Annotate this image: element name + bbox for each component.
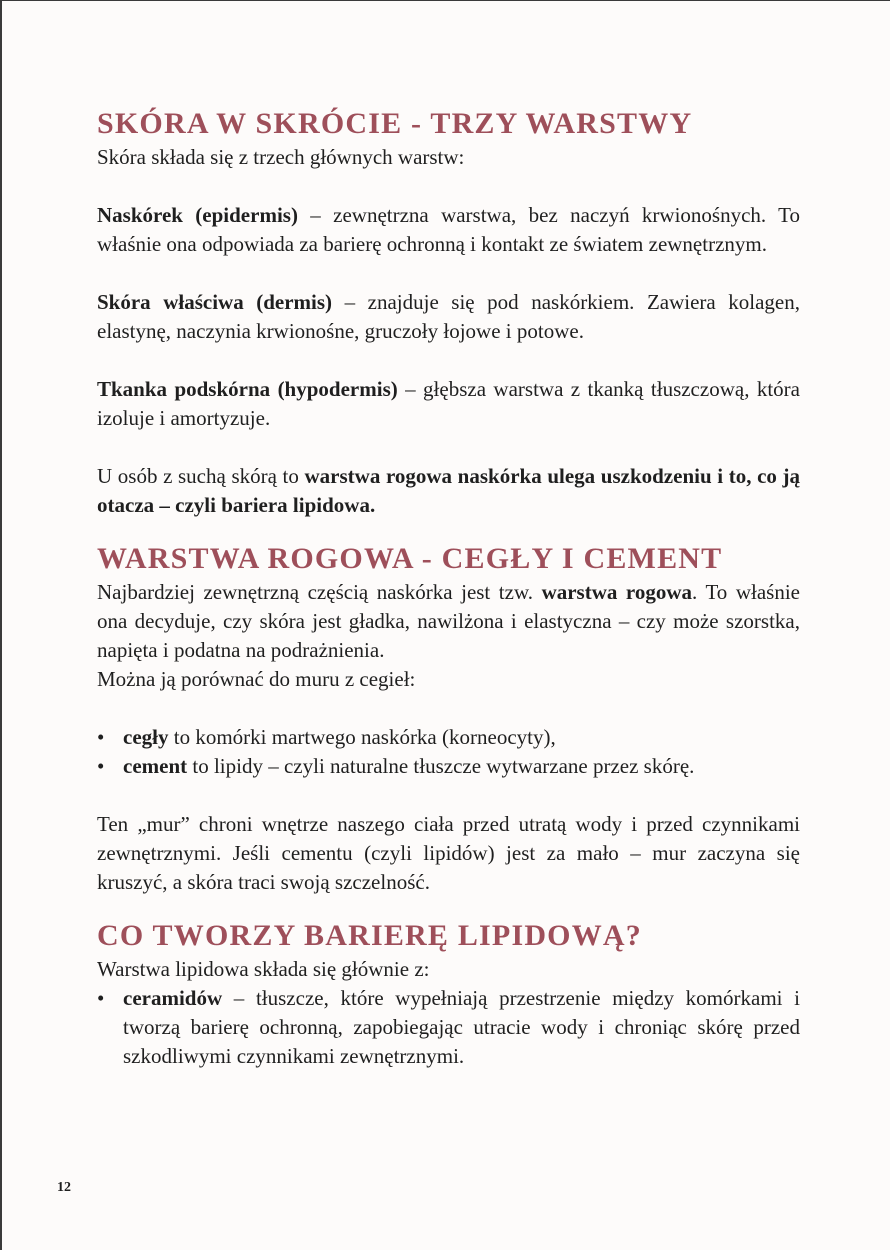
wall-comparison: Można ją porównać do muru z cegieł: [97,667,416,691]
page-number: 12 [57,1180,71,1195]
layer-term: Skóra właściwa (dermis) [97,290,333,314]
layers-intro: Skóra składa się z trzech głównych warstw: [97,145,465,169]
stratum-description: Najbardziej zewnętrzną częścią naskórka jest tzw. warstwa rogowa. To właśnie ona decyduje, czy skóra jest gładka, nawilżona i elastyczna – czy może szorstka, napięta i podatna na podrażnienia. [97,580,800,662]
page-content [97,105,800,1071]
layer-term: Tkanka podskórna (hypodermis) [97,377,398,401]
dry-skin-note: U osób z suchą skórą to warstwa rogowa naskórka ulega uszkodzeniu i to, co ją otacza – czyli bariera lipidowa. [97,464,801,517]
section-heading-lipid-barrier: CO TWORZY BARIERĘ LIPIDOWĄ? [97,919,642,952]
layer-epidermis [97,201,800,259]
layer-description: – głębsza warstwa z tkanką tłuszczową, która izoluje i amortyzuje. [97,377,800,430]
list-item: • cement to lipidy – czyli naturalne tłuszcze wytwarzane przez skórę. [97,752,800,781]
layer-dermis [97,288,800,346]
list-item: • cegły to komórki martwego naskórka (korneocyty), [97,723,800,752]
lipid-intro: Warstwa lipidowa składa się głównie z: [97,957,430,981]
wall-explanation: Ten „mur” chroni wnętrze naszego ciała przed utratą wody i przed czynnikami zewnętrznymi. Jeśli cementu (czyli lipidów) jest za mało – mur zaczyna się kruszyć, a skóra traci swoją szczelność. [97,812,800,894]
layer-description: – zewnętrzna warstwa, bez naczyń krwionośnych. To właśnie ona odpowiada za barierę ochronną i kontakt ze światem zewnętrznym. [97,203,800,256]
bricks-cement-list [97,723,800,781]
section-heading-stratum: WARSTWA ROGOWA - CEGŁY I CEMENT [97,542,723,575]
list-item: • ceramidów – tłuszcze, które wypełniają przestrzenie między komórkami i tworzą barierę ochronną, zapobiegając utracie wody i chroniąc skórę przed szkodliwymi czynnikami zewnętrznymi. [97,984,800,1071]
section-heading-layers: SKÓRA W SKRÓCIE - TRZY WARSTWY [97,107,693,140]
layer-hypodermis [97,375,800,433]
layer-term: Naskórek (epidermis) [97,203,298,227]
lipid-list [97,984,800,1071]
layer-description: – znajduje się pod naskórkiem. Zawiera kolagen, elastynę, naczynia krwionośne, gruczoły łojowe i potowe. [97,290,800,343]
